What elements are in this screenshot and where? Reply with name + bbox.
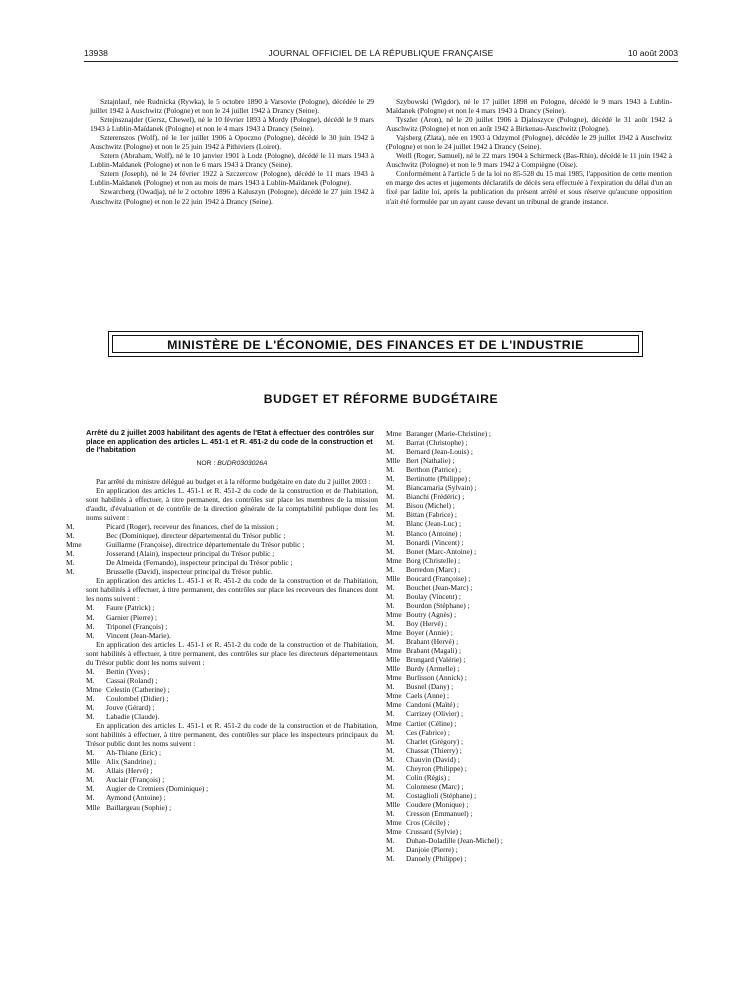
- civility: M.: [386, 745, 395, 755]
- person-name: Burdy (Armelle) ;: [406, 664, 460, 674]
- person-name: Brungard (Valérie) ;: [406, 655, 466, 665]
- civility: Mme: [386, 818, 402, 828]
- paragraph: Sztajnlauf, née Rudnicka (Rywka), le 5 octobre 1890 à Varsovie (Pologne), décédée le 29 juillet 1942 à Auschwitz (Pologne) et non le 24 juillet 1942 à Drancy (Seine).: [90, 97, 374, 116]
- person-name: Allais (Hervé) ;: [106, 766, 153, 776]
- civility: M.: [386, 709, 395, 719]
- civility: Mlle: [86, 757, 100, 767]
- name-entry: [386, 673, 672, 682]
- person-name: Berthon (Patrice) ;: [406, 465, 462, 475]
- paragraph: Szterenszos (Wolf), né le 1er juillet 1906 à Opoczno (Pologne), décédé le 30 juin 1942 à Auschwitz (Pologne) et non le 25 juin 1942 à Pithiviers (Loiret).: [90, 133, 374, 152]
- civility: M.: [86, 712, 95, 722]
- person-name: Duhan-Doladille (Jean-Michel) ;: [406, 836, 503, 846]
- person-name: Bertinotte (Philippe) ;: [406, 474, 471, 484]
- arrete-title: Arrêté du 2 juillet 2003 habilitant des agents de l'Etat à effectuer des contrôles sur place en application des articles L. 451-1 et R. 451-2 du code de la construction et de l'habitation: [86, 428, 375, 455]
- name-entry: [386, 664, 672, 673]
- name-entry: [66, 522, 378, 532]
- person-name: Faure (Patrick) ;: [106, 603, 155, 613]
- person-name: Cassai (Roland) ;: [106, 675, 158, 685]
- arrete-intro: Par arrêté du ministre délégué au budget et à la réforme budgétaire en date du 2 juillet 2003 :: [96, 476, 371, 486]
- civility: M.: [386, 682, 395, 692]
- names-list-inspecteurs-left: [86, 748, 378, 811]
- civility: M.: [386, 474, 395, 484]
- person-name: Jouve (Gérard) ;: [106, 703, 155, 712]
- name-entry: [386, 619, 672, 628]
- person-name: Labadie (Claude).: [106, 712, 160, 722]
- civility: M.: [86, 693, 95, 703]
- civility: M.: [386, 808, 395, 818]
- name-entry: [86, 703, 378, 712]
- name-entry: [386, 610, 672, 619]
- civility: M.: [86, 748, 95, 758]
- name-entry: [386, 791, 672, 800]
- person-name: Cheyron (Philippe) ;: [406, 763, 467, 773]
- name-entry: [386, 637, 672, 646]
- civility: M.: [386, 582, 395, 592]
- name-entry: [386, 755, 672, 764]
- issue-date: 10 août 2003: [627, 48, 678, 58]
- person-name: Blanc (Jean-Luc) ;: [406, 519, 461, 529]
- names-list-directeurs: [86, 667, 378, 721]
- civility: Mme: [386, 673, 402, 683]
- civility: Mme: [66, 540, 82, 550]
- name-entry: [386, 510, 672, 519]
- person-name: Borredon (Marc) ;: [406, 564, 461, 574]
- person-name: Baillargeau (Sophie) ;: [106, 802, 172, 812]
- civility: M.: [86, 793, 95, 803]
- civility: M.: [66, 558, 75, 568]
- civility: M.: [86, 675, 95, 685]
- civility: M.: [66, 549, 75, 559]
- civility: M.: [386, 438, 395, 448]
- top-right-column: [386, 97, 672, 206]
- arrete-left-column: [66, 428, 378, 812]
- civility: Mlle: [386, 655, 400, 665]
- name-entry: [386, 854, 672, 863]
- person-name: Bertin (Yves) ;: [106, 666, 150, 676]
- person-name: Busnel (Dany) ;: [406, 682, 454, 692]
- civility: Mme: [386, 429, 402, 438]
- person-name: Boulay (Vincent) ;: [406, 591, 461, 601]
- header-rule: [84, 61, 678, 62]
- civility: Mme: [386, 609, 402, 619]
- person-name: Cresson (Emmanuel) ;: [406, 808, 473, 818]
- paragraph: Conformément à l'article 5 de la loi no 85-528 du 15 mai 1985, l'apposition de cette mention en marge des actes et jugements déclaratifs de décès sera effectuée à l'expiration du délai d'un an fixé par ladite loi, après la publication du présent arrêté et sous réserve qu'aucune opposition n'ait été formulée par un ayant cause devant un tribunal de grande instance.: [386, 169, 672, 206]
- person-name: Ah-Thiane (Eric) ;: [106, 748, 161, 758]
- name-entry: [86, 712, 378, 721]
- name-entry: [386, 818, 672, 827]
- name-entry: [386, 728, 672, 737]
- civility: Mme: [386, 628, 402, 638]
- civility: M.: [386, 492, 395, 502]
- civility: M.: [86, 784, 95, 794]
- person-name: De Almeida (Fernando), inspecteur principal du Trésor public ;: [106, 558, 293, 568]
- person-name: Brusselle (David), inspecteur principal du Trésor public.: [106, 567, 273, 577]
- person-name: Charlet (Grégory) ;: [406, 736, 464, 746]
- person-name: Vincent (Jean-Marie).: [106, 630, 171, 640]
- civility: M.: [386, 637, 395, 647]
- section-title: BUDGET ET RÉFORME BUDGÉTAIRE: [263, 392, 499, 406]
- ministry-banner: [108, 331, 643, 357]
- civility: Mme: [386, 700, 402, 710]
- name-entry: [86, 613, 378, 622]
- name-entry: [86, 676, 378, 685]
- civility: M.: [66, 567, 75, 577]
- name-entry: [386, 447, 672, 456]
- person-name: Aymond (Antoine) ;: [106, 793, 166, 803]
- name-entry: [386, 492, 672, 501]
- person-name: Triponel (François) ;: [106, 621, 168, 631]
- civility: M.: [386, 845, 395, 855]
- civility: M.: [386, 447, 395, 457]
- civility: M.: [86, 612, 95, 622]
- name-entry: [386, 827, 672, 836]
- name-entry: [86, 622, 378, 631]
- name-entry: [386, 519, 672, 528]
- civility: Mlle: [386, 573, 400, 583]
- top-left-column: [90, 97, 374, 206]
- person-name: Garnier (Pierre) ;: [106, 612, 157, 622]
- name-entry: [86, 748, 378, 757]
- civility: Mme: [386, 827, 402, 837]
- civility: M.: [386, 465, 395, 475]
- civility: M.: [386, 727, 395, 737]
- name-entry: [386, 628, 672, 637]
- name-entry: [386, 773, 672, 782]
- person-name: Burlisson (Annick) ;: [406, 673, 467, 683]
- paragraph: Vajsberg (Zlata), née en 1903 à Odzymol (Pologne), décédée le 29 juillet 1942 à Auschwitz (Pologne) et non le 24 juillet 1942 à Drancy (Seine).: [386, 133, 672, 152]
- paragraph: Szwarcberg (Owadja), né le 2 octobre 1896 à Kaluszyn (Pologne), décédé le 27 juin 1942 à Auschwitz (Pologne) et non le 22 juin 1942 à Drancy (Seine).: [90, 187, 374, 206]
- name-entry: [386, 700, 672, 709]
- page-number: 13938: [84, 48, 108, 58]
- name-entry: [386, 583, 672, 592]
- civility: Mlle: [386, 456, 400, 466]
- person-name: Bec (Dominique), directeur départemental du Trésor public ;: [106, 531, 286, 541]
- person-name: Dannely (Philippe) ;: [406, 854, 467, 864]
- person-name: Barrat (Christophe) ;: [406, 438, 468, 448]
- name-entry: [386, 501, 672, 510]
- civility: M.: [386, 790, 395, 800]
- name-entry: [386, 691, 672, 700]
- person-name: Chassat (Thierry) ;: [406, 745, 462, 755]
- name-entry: [386, 719, 672, 728]
- civility: M.: [86, 775, 95, 785]
- name-entry: [386, 809, 672, 818]
- person-name: Bittan (Fabrice) ;: [406, 510, 457, 520]
- person-name: Boucard (Françoise) ;: [406, 573, 471, 583]
- civility: M.: [386, 483, 395, 493]
- person-name: Boy (Hervé) ;: [406, 618, 448, 628]
- nor-code: BUDR0303026A: [217, 459, 268, 467]
- person-name: Crussard (Sylvie) ;: [406, 827, 462, 837]
- name-entry: [386, 800, 672, 809]
- civility: Mme: [386, 718, 402, 728]
- person-name: Guillarme (Françoise), directrice départementale du Trésor public ;: [106, 540, 305, 550]
- civility: M.: [386, 781, 395, 791]
- civility: Mlle: [386, 664, 400, 674]
- person-name: Josserand (Alain), inspecteur principal du Trésor public ;: [106, 549, 275, 559]
- person-name: Bisou (Michel) ;: [406, 501, 455, 511]
- name-entry: [386, 737, 672, 746]
- name-entry: [386, 646, 672, 655]
- name-entry: [386, 565, 672, 574]
- name-entry: [386, 746, 672, 755]
- name-entry: [386, 709, 672, 718]
- names-list-inspecteurs-right: [386, 429, 672, 863]
- civility: M.: [386, 519, 395, 529]
- civility: M.: [386, 528, 395, 538]
- name-entry: [386, 836, 672, 845]
- name-entry: [66, 567, 378, 577]
- person-name: Brabant (Hervé) ;: [406, 637, 459, 647]
- person-name: Alix (Sandrine) ;: [106, 757, 157, 767]
- person-name: Cros (Cécile) ;: [406, 818, 450, 828]
- civility: M.: [86, 703, 95, 712]
- person-name: Brabant (Magali) ;: [406, 646, 462, 656]
- person-name: Colin (Régis) ;: [406, 772, 450, 782]
- name-entry: [386, 574, 672, 583]
- name-entry: [86, 793, 378, 802]
- person-name: Bernard (Jean-Louis) ;: [406, 447, 473, 457]
- person-name: Bert (Nathalie) ;: [406, 456, 455, 466]
- person-name: Danjoie (Pierre) ;: [406, 845, 458, 855]
- person-name: Boyer (Annie) ;: [406, 628, 453, 638]
- civility: M.: [86, 666, 95, 676]
- person-name: Candoni (Maïté) ;: [406, 700, 459, 710]
- name-entry: [386, 655, 672, 664]
- name-entry: [386, 845, 672, 854]
- name-entry: [386, 601, 672, 610]
- name-entry: [86, 694, 378, 703]
- civility: M.: [386, 854, 395, 864]
- person-name: Augier de Cremiers (Dominique) ;: [106, 784, 209, 794]
- person-name: Auclair (François) ;: [106, 775, 165, 785]
- person-name: Baranger (Marie-Christine) ;: [406, 429, 491, 438]
- name-entry: [86, 685, 378, 694]
- name-entry: [86, 784, 378, 793]
- person-name: Picard (Roger), receveur des finances, chef de la mission ;: [106, 522, 279, 532]
- nor-label: NOR :: [196, 459, 216, 467]
- name-entry: [386, 429, 672, 438]
- name-entry: [86, 603, 378, 612]
- civility: Mlle: [386, 799, 400, 809]
- name-entry: [386, 682, 672, 691]
- name-entry: [386, 592, 672, 601]
- name-entry: [86, 775, 378, 784]
- name-entry: [386, 465, 672, 474]
- name-entry: [66, 540, 378, 550]
- civility: Mlle: [86, 802, 100, 812]
- civility: M.: [386, 501, 395, 511]
- name-entry: [386, 483, 672, 492]
- name-entry: [386, 438, 672, 447]
- civility: M.: [386, 754, 395, 764]
- name-entry: [66, 531, 378, 541]
- civility: M.: [386, 564, 395, 574]
- paragraph-receveurs: En application des articles L. 451-1 et R. 451-2 du code de la construction et de l'habitation, sont habilités à effectuer, à titre permanent, des contrôles sur place les receveurs des finances dont les noms suivent :: [86, 576, 378, 604]
- name-entry: [386, 538, 672, 547]
- name-entry: [86, 667, 378, 676]
- person-name: Cartier (Céline) ;: [406, 718, 457, 728]
- paragraph: Weill (Roger, Samuel), né le 22 mars 1904 à Schirmeck (Bas-Rhin), décédé le 11 juin 1942 à Auschwitz (Pologne) et non le 9 mars 1942 à Compiègne (Oise).: [386, 151, 672, 170]
- person-name: Bourdon (Stéphane) ;: [406, 600, 470, 610]
- person-name: Bouchet (Jean-Marc) ;: [406, 582, 473, 592]
- name-entry: [86, 803, 378, 812]
- civility: M.: [86, 766, 95, 776]
- name-entry: [386, 782, 672, 791]
- paragraph: Szybowski (Wigdor), né le 17 juillet 1898 en Pologne, décédé le 9 mars 1943 à Lublin-Maïdanek (Pologne) et non le 4 mars 1943 à Drancy (Seine).: [386, 97, 672, 116]
- civility: M.: [386, 600, 395, 610]
- name-entry: [66, 549, 378, 559]
- name-entry: [386, 456, 672, 465]
- page-header: [84, 48, 678, 62]
- paragraph-directeurs: En application des articles L. 451-1 et R. 451-2 du code de la construction et de l'habitation, sont habilités à effectuer, à titre permanent, des contrôles sur place les directeurs départementaux du Trésor public dont les noms suivent :: [86, 639, 378, 667]
- arrete-right-column: [386, 429, 672, 863]
- name-entry: [86, 757, 378, 766]
- paragraph: Sztern (Joseph), né le 24 février 1922 à Szczercow (Pologne), décédé le 11 mars 1943 à Lublin-Maïdanek (Pologne) et non au mois de mars 1943 à Lublin-Maïdanek (Pologne).: [90, 169, 374, 188]
- name-entry: [386, 474, 672, 483]
- person-name: Caels (Anne) ;: [406, 691, 450, 701]
- civility: M.: [386, 836, 395, 846]
- civility: M.: [66, 531, 75, 541]
- civility: M.: [386, 546, 395, 556]
- paragraph-inspecteurs: En application des articles L. 451-1 et R. 451-2 du code de la construction et de l'habitation, sont habilités à effectuer, à titre permanent, des contrôles sur place les inspecteurs principaux du Trésor public dont les noms suivent :: [86, 721, 378, 749]
- person-name: Biancamaria (Sylvain) ;: [406, 483, 477, 493]
- civility: M.: [86, 603, 95, 613]
- civility: Mme: [86, 684, 102, 694]
- person-name: Colonnese (Marc) ;: [406, 781, 464, 791]
- civility: M.: [386, 618, 395, 628]
- journal-title: JOURNAL OFFICIEL DE LA RÉPUBLIQUE FRANÇAISE: [268, 48, 494, 58]
- ministry-title: MINISTÈRE DE L'ÉCONOMIE, DES FINANCES ET DE L'INDUSTRIE: [167, 338, 584, 352]
- person-name: Borg (Christelle) ;: [406, 555, 461, 565]
- paragraph: Sztejnsznajder (Gersz, Chewel), né le 10 février 1893 à Mordy (Pologne), décédé le 9 mars 1943 à Lublin-Maïdanek (Pologne) et non le 4 mars 1943 à Drancy (Seine).: [90, 115, 374, 134]
- names-list-receveurs: [86, 603, 378, 639]
- person-name: Bonardi (Vincent) ;: [406, 537, 464, 547]
- name-entry: [386, 529, 672, 538]
- name-entry: [86, 631, 378, 640]
- civility: Mme: [386, 555, 402, 565]
- paragraph: Sztern (Abraham, Wolf), né le 10 janvier 1901 à Lodz (Pologne), décédé le 11 mars 1943 à Lublin-Maïdanek (Pologne) et non le 6 mars 1943 à Drancy (Seine).: [90, 151, 374, 170]
- name-entry: [66, 558, 378, 568]
- civility: M.: [386, 510, 395, 520]
- civility: Mme: [386, 646, 402, 656]
- name-entry: [386, 764, 672, 773]
- name-entry: [86, 766, 378, 775]
- person-name: Boutry (Agnès) ;: [406, 609, 457, 619]
- names-list-mission: [66, 522, 378, 577]
- civility: M.: [86, 621, 95, 631]
- civility: M.: [386, 772, 395, 782]
- civility: M.: [386, 591, 395, 601]
- name-entry: [386, 556, 672, 565]
- person-name: Bonet (Marc-Antoine) ;: [406, 546, 477, 556]
- person-name: Coulombel (Didier) ;: [106, 693, 169, 703]
- name-entry: [386, 547, 672, 556]
- civility: M.: [66, 522, 75, 532]
- person-name: Blanco (Antoine) ;: [406, 528, 462, 538]
- person-name: Costaglioli (Stéphane) ;: [406, 790, 477, 800]
- person-name: Chauvin (David) ;: [406, 754, 460, 764]
- civility: Mme: [386, 691, 402, 701]
- civility: M.: [386, 736, 395, 746]
- person-name: Bianchi (Frédéric) ;: [406, 492, 465, 502]
- person-name: Ces (Fabrice) ;: [406, 727, 450, 737]
- civility: M.: [386, 763, 395, 773]
- civility: M.: [86, 630, 95, 640]
- person-name: Celestin (Catherine) ;: [106, 684, 170, 694]
- paragraph-mission: En application des articles L. 451-1 et R. 451-2 du code de la construction et de l'habitation, sont habilités à effectuer, à titre permanent, des contrôles sur place les membres de la mission d'audit, d'évaluation et de contrôle de la direction générale de la comptabilité publique dont les noms suivent :: [86, 485, 378, 523]
- civility: M.: [386, 537, 395, 547]
- nor-reference: [86, 459, 378, 468]
- person-name: Coudere (Monique) ;: [406, 799, 469, 809]
- person-name: Carrizey (Olivier) ;: [406, 709, 464, 719]
- paragraph: Tyszler (Aron), né le 20 juillet 1906 à Djaloszyce (Pologne), décédé le 31 août 1942 à Auschwitz (Pologne) et non en août 1942 à Birkenau-Auschwitz (Pologne).: [386, 115, 672, 134]
